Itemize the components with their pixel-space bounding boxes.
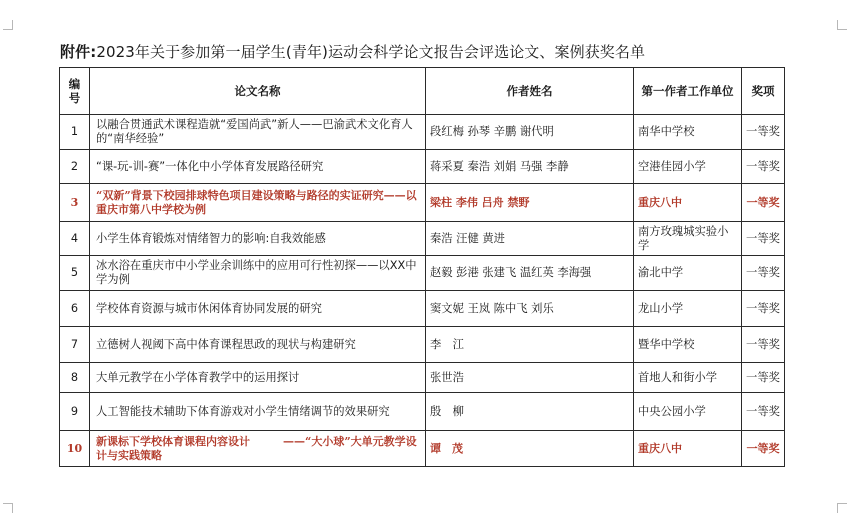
row-num: 5	[60, 256, 90, 291]
table-row	[60, 150, 785, 184]
row-title: “课-玩-训-赛”一体化中小学体育发展路径研究	[90, 150, 426, 184]
row-award: 一等奖	[742, 150, 785, 184]
row-authors: 谭 茂	[426, 431, 634, 467]
row-award: 一等奖	[742, 327, 785, 363]
table-row	[60, 256, 785, 291]
row-title: 以融合贯通武术课程造就“爱国尚武”新人——巴渝武术文化育人的“南华经验”	[90, 115, 426, 150]
header-title: 论文名称	[90, 68, 426, 115]
row-title: 小学生体育锻炼对情绪智力的影响:自我效能感	[90, 222, 426, 256]
table-row	[60, 363, 785, 393]
document-title	[60, 42, 850, 62]
row-authors: 李 江	[426, 327, 634, 363]
table-row	[60, 327, 785, 363]
row-unit: 渝北中学	[634, 256, 742, 291]
row-award: 一等奖	[742, 393, 785, 431]
row-authors: 段红梅 孙琴 辛鹏 谢代明	[426, 115, 634, 150]
row-title: 冰水浴在重庆市中小学业余训练中的应用可行性初探——以XX中学为例	[90, 256, 426, 291]
row-title: 人工智能技术辅助下体育游戏对小学生情绪调节的效果研究	[90, 393, 426, 431]
row-award: 一等奖	[742, 222, 785, 256]
row-num: 8	[60, 363, 90, 393]
row-authors: 赵毅 彭港 张建飞 温红英 李海强	[426, 256, 634, 291]
row-unit: 暨华中学校	[634, 327, 742, 363]
page-corner-mark	[837, 503, 847, 513]
row-authors: 张世浩	[426, 363, 634, 393]
row-unit: 重庆八中	[634, 431, 742, 467]
page-corner-mark	[3, 20, 13, 30]
row-num: 2	[60, 150, 90, 184]
row-authors: 殷 柳	[426, 393, 634, 431]
header-num: 编号	[60, 68, 90, 115]
title-prefix: 附件:	[60, 43, 97, 61]
row-unit: 中央公园小学	[634, 393, 742, 431]
row-award: 一等奖	[742, 363, 785, 393]
row-award: 一等奖	[742, 291, 785, 327]
row-authors: 窦文妮 王岚 陈中飞 刘乐	[426, 291, 634, 327]
row-unit: 南华中学校	[634, 115, 742, 150]
row-authors: 蒋采夏 秦浩 刘娟 马强 李静	[426, 150, 634, 184]
table-row	[60, 431, 785, 467]
page-corner-mark	[837, 20, 847, 30]
table-header-row	[60, 68, 785, 115]
row-num: 9	[60, 393, 90, 431]
row-award: 一等奖	[742, 184, 785, 222]
row-title: 新课标下学校体育课程内容设计 ——“大小球”大单元教学设计与实践策略	[90, 431, 426, 467]
header-unit: 第一作者工作单位	[634, 68, 742, 115]
header-authors: 作者姓名	[426, 68, 634, 115]
row-unit: 首地人和街小学	[634, 363, 742, 393]
table-row	[60, 393, 785, 431]
row-unit: 空港佳园小学	[634, 150, 742, 184]
table-row	[60, 184, 785, 222]
row-num: 4	[60, 222, 90, 256]
row-unit: 龙山小学	[634, 291, 742, 327]
award-table	[59, 67, 785, 467]
table-row	[60, 115, 785, 150]
table-row	[60, 222, 785, 256]
row-award: 一等奖	[742, 256, 785, 291]
header-award: 奖项	[742, 68, 785, 115]
row-unit: 南方玫瑰城实验小学	[634, 222, 742, 256]
row-unit: 重庆八中	[634, 184, 742, 222]
row-num: 10	[60, 431, 90, 467]
row-authors: 秦浩 汪健 黄进	[426, 222, 634, 256]
row-num: 3	[60, 184, 90, 222]
row-title: “双新”背景下校园排球特色项目建设策略与路径的实证研究——以重庆市第八中学校为例	[90, 184, 426, 222]
row-title: 立德树人视阈下高中体育课程思政的现状与构建研究	[90, 327, 426, 363]
row-num: 7	[60, 327, 90, 363]
table-row	[60, 291, 785, 327]
row-award: 一等奖	[742, 431, 785, 467]
row-authors: 梁柱 李伟 吕舟 禁野	[426, 184, 634, 222]
row-title: 学校体育资源与城市休闲体育协同发展的研究	[90, 291, 426, 327]
row-num: 1	[60, 115, 90, 150]
page-corner-mark	[3, 503, 13, 513]
row-num: 6	[60, 291, 90, 327]
row-title: 大单元教学在小学体育教学中的运用探讨	[90, 363, 426, 393]
title-text: 2023年关于参加第一届学生(青年)运动会科学论文报告会评选论文、案例获奖名单	[96, 43, 646, 61]
row-award: 一等奖	[742, 115, 785, 150]
